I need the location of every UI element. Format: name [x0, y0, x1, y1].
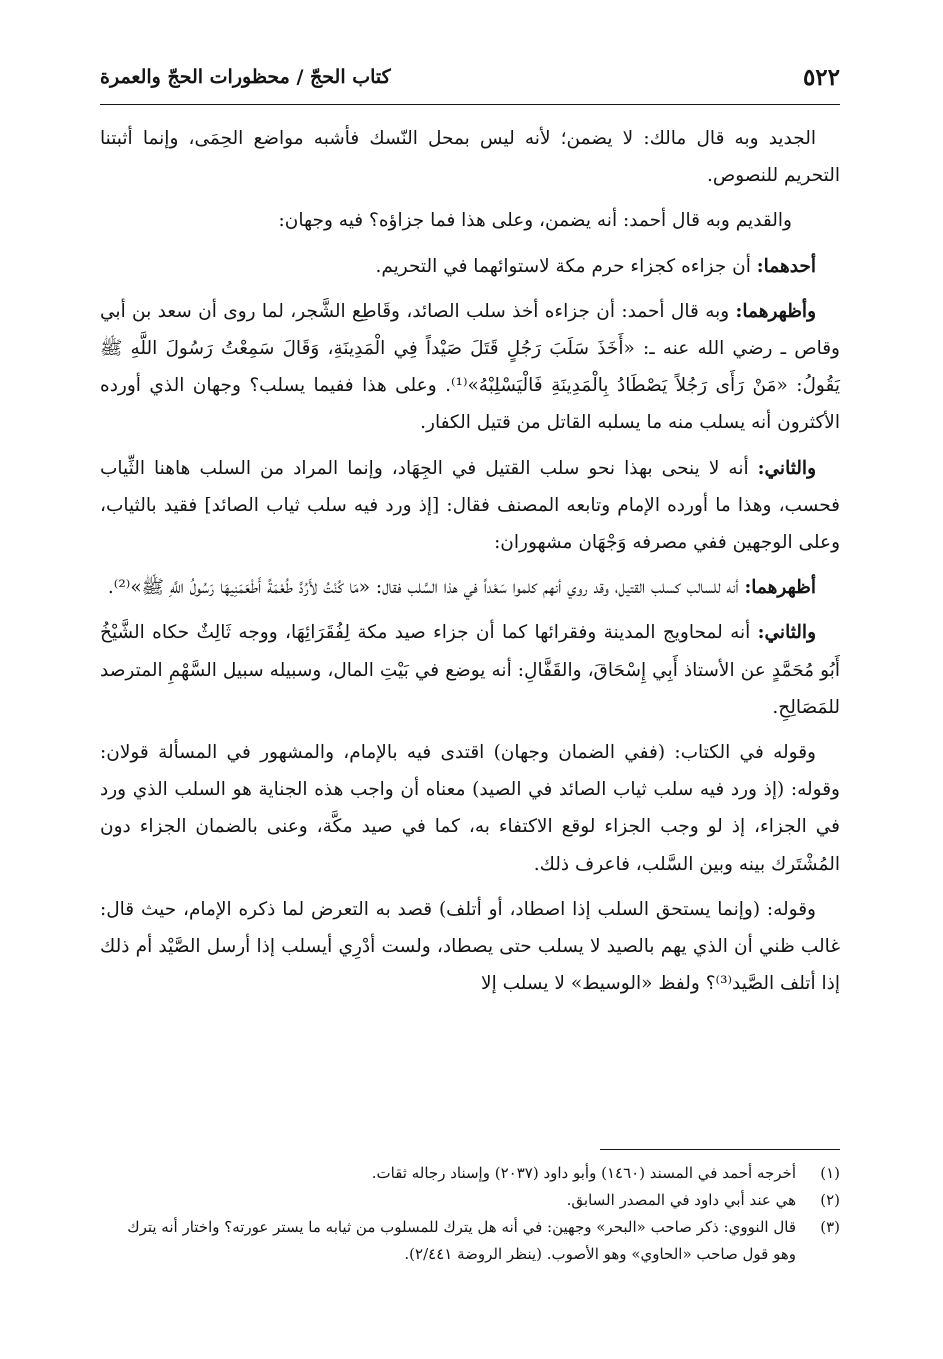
- footnote-number: (٢): [820, 1191, 840, 1209]
- footnote-text: أخرجه أحمد في المسند (١٤٦٠) وأبو داود (٢٠٣٧) وإسناد رجاله ثقات.: [371, 1164, 796, 1182]
- footnotes: [100, 1160, 840, 1268]
- paragraph: وأظهرهما: وبه قال أحمد: أن جزاءه أخذ سلب الصائد، وقَاطِع الشَّجر، لما روى أن سعد بن أبي وقاص ـ رضي الله عنه ـ: «أَخَذَ سَلَبَ رَجُلٍ قَتَلَ صَيْداً فِي الْمَدِينَةِ، وَقَالَ سَمِعْتُ رَسُولَ اللَّهِ ﷺ يَقُولُ: «مَنْ رَأَى رَجُلاً يَصْطَادُ بِالْمَدِينَةِ فَالْيَسْلِبْهُ»⁽¹⁾. وعلى هذا ففيما يسلب؟ وجهان الذي أورده الأكثرون أنه يسلب منه ما يسلبه القاتل من قتيل الكفار.: [100, 300, 840, 434]
- footnote-rule: [600, 1149, 840, 1150]
- paragraph: والقديم وبه قال أحمد: أنه يضمن، وعلى هذا فما جزاؤه؟ فيه وجهان:: [278, 210, 792, 232]
- running-title: كتاب الحجّ / محظورات الحجّ والعمرة: [100, 66, 391, 88]
- paragraph: وقوله في الكتاب: (ففي الضمان وجهان) اقتدى فيه بالإمام، والمشهور في المسألة قولان: وقوله: (إذ ورد فيه سلب ثياب الصائد في الصيد) معناه أن واجب هذه الجناية هو السلب الذي ورد في الجزاء، إذ لو وجب الجزاء لوقع الاكتفاء به، كما في صيد مكَّة، وعنى بالضمان الجزاء دون المُشْتَرك بينه وبين السَّلب، فاعرف ذلك.: [100, 742, 840, 875]
- footnote: [100, 1187, 840, 1214]
- paragraph: أظهرهما: أنه للسالب كسلب القتيل، وقد روي أنهم كلموا سَعْداً في هذا السَّلب فقال: «مَا كُنْتُ لأَرُدَّ طُعْمَةً أَطْعَمَنِيهَا رَسُولُ اللَّهِ ﷺ»⁽²⁾.: [107, 577, 816, 599]
- main-text: [100, 120, 840, 1010]
- footnote: [100, 1160, 840, 1187]
- paragraph: الجديد وبه قال مالك: لا يضمن؛ لأنه ليس بمحل النّسك فأشبه مواضع الحِمَى، وإنما أثبتنا التحريم للنصوص.: [100, 128, 840, 187]
- paragraph: والثاني: أنه لا ينحى بهذا نحو سلب القتيل في الجِهَاد، وإنما المراد من السلب هاهنا الثِّياب فحسب، وهذا ما أورده الإمام وتابعه المصنف فقال: [إذ ورد فيه سلب ثياب الصائد] فقيد بالثياب، وعلى الوجهين ففي مصرفه وَجْهَان مشهوران:: [100, 457, 840, 554]
- footnote: [100, 1214, 840, 1268]
- paragraph: والثاني: أنه لمحاويج المدينة وفقرائها كما أن جزاء صيد مكة لِفُقَرَائِهَا، ووجه ثَالِثٌ حكاه الشَّيْخُ أَبُو مُحَمَّدٍ عن الأستاذ أَبِي إِسْحَاقَ، والقَفَّالِ: أنه يوضع في بَيْتِ المال، وسبيله سبيل السَّهْمِ المترصد للمَصَالِحِ.: [100, 622, 840, 718]
- page-header: [100, 58, 840, 96]
- footnote-number: (١): [820, 1164, 840, 1182]
- footnote-number: (٣): [820, 1218, 840, 1236]
- page-number: ٥٢٢: [802, 63, 840, 91]
- footnote-text: قال النووي: ذكر صاحب «البحر» وجهين: في أنه هل يترك للمسلوب من ثيابه ما يستر عورته؟ واختار أنه يترك وهو قول صاحب «الحاوي» وهو الأصوب. (ينظر الروضة ٢/٤٤١).: [127, 1218, 796, 1263]
- paragraph: أحدهما: أن جزاءه كجزاء حرم مكة لاستوائهما في التحريم.: [375, 255, 816, 277]
- paragraph: وقوله: (وإنما يستحق السلب إذا اصطاد، أو أتلف) قصد به التعرض لما ذكره الإمام، حيث قال: غالب ظني أن الذي يهم بالصيد لا يسلب حتى يصطاد، ولست أدْرِي أيسلب إذا أرسل الصَّيْد أم ذلك إذا أتلف الصَّيد⁽³⁾؟ ولفظ «الوسيط» لا يسلب إلا: [100, 898, 840, 995]
- header-rule: [100, 104, 840, 105]
- footnote-text: هي عند أبي داود في المصدر السابق.: [566, 1191, 796, 1209]
